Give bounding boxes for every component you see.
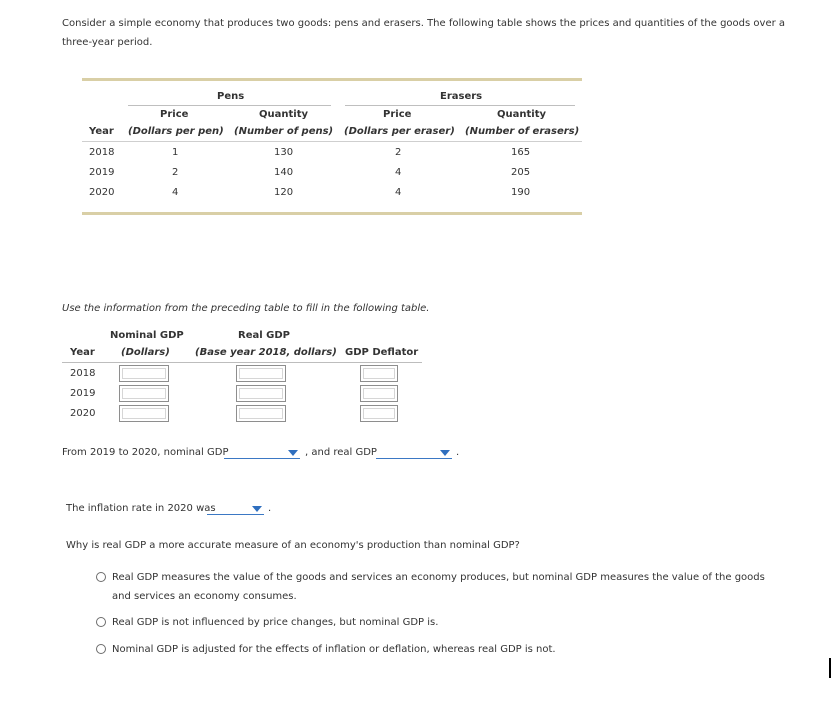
row-2018-pen-price: 1 <box>172 147 179 158</box>
gdp-row-2020-year: 2020 <box>70 408 96 419</box>
row-2019-eraser-price: 4 <box>395 167 402 178</box>
inflation-rate-label: The inflation rate in 2020 was <box>66 503 216 514</box>
row-2019-year: 2019 <box>89 167 115 178</box>
option-2-label[interactable]: Real GDP is not influenced by price changes, but nominal GDP is. <box>112 617 439 628</box>
question-text: Why is real GDP a more accurate measure of an economy's production than nominal GDP? <box>66 540 520 551</box>
deflator-2018-input[interactable] <box>360 365 398 382</box>
price-quantity-table <box>82 78 582 215</box>
row-2019-pen-qty: 140 <box>274 167 294 178</box>
sentence1-period: . <box>456 447 460 458</box>
nominal-gdp-2018-input[interactable] <box>119 365 169 382</box>
option-2-radio[interactable] <box>96 617 106 627</box>
real-gdp-2020-input[interactable] <box>236 405 286 422</box>
chevron-down-icon <box>288 450 298 456</box>
erasers-group-rule <box>345 105 575 106</box>
header-rule <box>82 141 582 142</box>
nominal-gdp-unit: (Dollars) <box>121 347 170 358</box>
pen-quantity-unit: (Number of pens) <box>234 126 334 137</box>
chevron-down-icon <box>252 506 262 512</box>
intro-text: Consider a simple economy that produces two goods: pens and erasers. The following table shows the prices and quantities of the goods over a three-year period. <box>62 18 786 48</box>
gdp-deflator-header: GDP Deflator <box>345 347 419 358</box>
gdp-year-header: Year <box>70 347 95 358</box>
real-gdp-unit: (Base year 2018, dollars) <box>195 347 337 358</box>
pen-price-header: Price <box>160 109 189 120</box>
row-2020-year: 2020 <box>89 187 115 198</box>
pens-group-rule <box>128 105 331 106</box>
eraser-price-unit: (Dollars per eraser) <box>344 126 455 137</box>
nominal-gdp-change-label: From 2019 to 2020, nominal GDP <box>62 447 229 458</box>
pens-group-header: Pens <box>217 91 245 102</box>
row-2020-pen-qty: 120 <box>274 187 294 198</box>
nominal-gdp-2020-input[interactable] <box>119 405 169 422</box>
row-2018-pen-qty: 130 <box>274 147 294 158</box>
real-gdp-2018-input[interactable] <box>236 365 286 382</box>
row-2020-pen-price: 4 <box>172 187 179 198</box>
row-2018-eraser-price: 2 <box>395 147 402 158</box>
row-2020-eraser-price: 4 <box>395 187 402 198</box>
row-2019-pen-price: 2 <box>172 167 179 178</box>
nominal-gdp-header: Nominal GDP <box>110 330 184 341</box>
option-3-label[interactable]: Nominal GDP is adjusted for the effects of inflation or deflation, whereas real GDP is not. <box>112 644 556 655</box>
gdp-header-rule <box>62 362 422 363</box>
real-gdp-change-dropdown[interactable] <box>376 448 452 459</box>
real-gdp-change-label: , and real GDP <box>305 447 377 458</box>
gdp-row-2019-year: 2019 <box>70 388 96 399</box>
deflator-2019-input[interactable] <box>360 385 398 402</box>
real-gdp-header: Real GDP <box>238 330 290 341</box>
eraser-quantity-header: Quantity <box>497 109 546 120</box>
option-1-radio[interactable] <box>96 572 106 582</box>
pen-quantity-header: Quantity <box>259 109 308 120</box>
instruction-text: Use the information from the preceding table to fill in the following table. <box>62 303 430 314</box>
option-1-label[interactable]: Real GDP measures the value of the goods and services an economy produces, but nominal GDP measures the value of the goods and services an economy consumes. <box>112 572 765 602</box>
erasers-group-header: Erasers <box>440 91 483 102</box>
nominal-gdp-2019-input[interactable] <box>119 385 169 402</box>
row-2018-eraser-qty: 165 <box>511 147 531 158</box>
eraser-quantity-unit: (Number of erasers) <box>465 126 580 137</box>
row-2018-year: 2018 <box>89 147 115 158</box>
text-cursor <box>829 658 831 678</box>
nominal-gdp-change-dropdown[interactable] <box>224 448 300 459</box>
year-header: Year <box>89 126 114 137</box>
option-3-radio[interactable] <box>96 644 106 654</box>
eraser-price-header: Price <box>383 109 412 120</box>
chevron-down-icon <box>440 450 450 456</box>
gdp-table <box>62 328 432 428</box>
deflator-2020-input[interactable] <box>360 405 398 422</box>
pen-price-unit: (Dollars per pen) <box>128 126 224 137</box>
sentence2-period: . <box>268 503 272 514</box>
real-gdp-2019-input[interactable] <box>236 385 286 402</box>
inflation-rate-dropdown[interactable] <box>207 504 264 515</box>
row-2019-eraser-qty: 205 <box>511 167 531 178</box>
gdp-row-2018-year: 2018 <box>70 368 96 379</box>
row-2020-eraser-qty: 190 <box>511 187 531 198</box>
